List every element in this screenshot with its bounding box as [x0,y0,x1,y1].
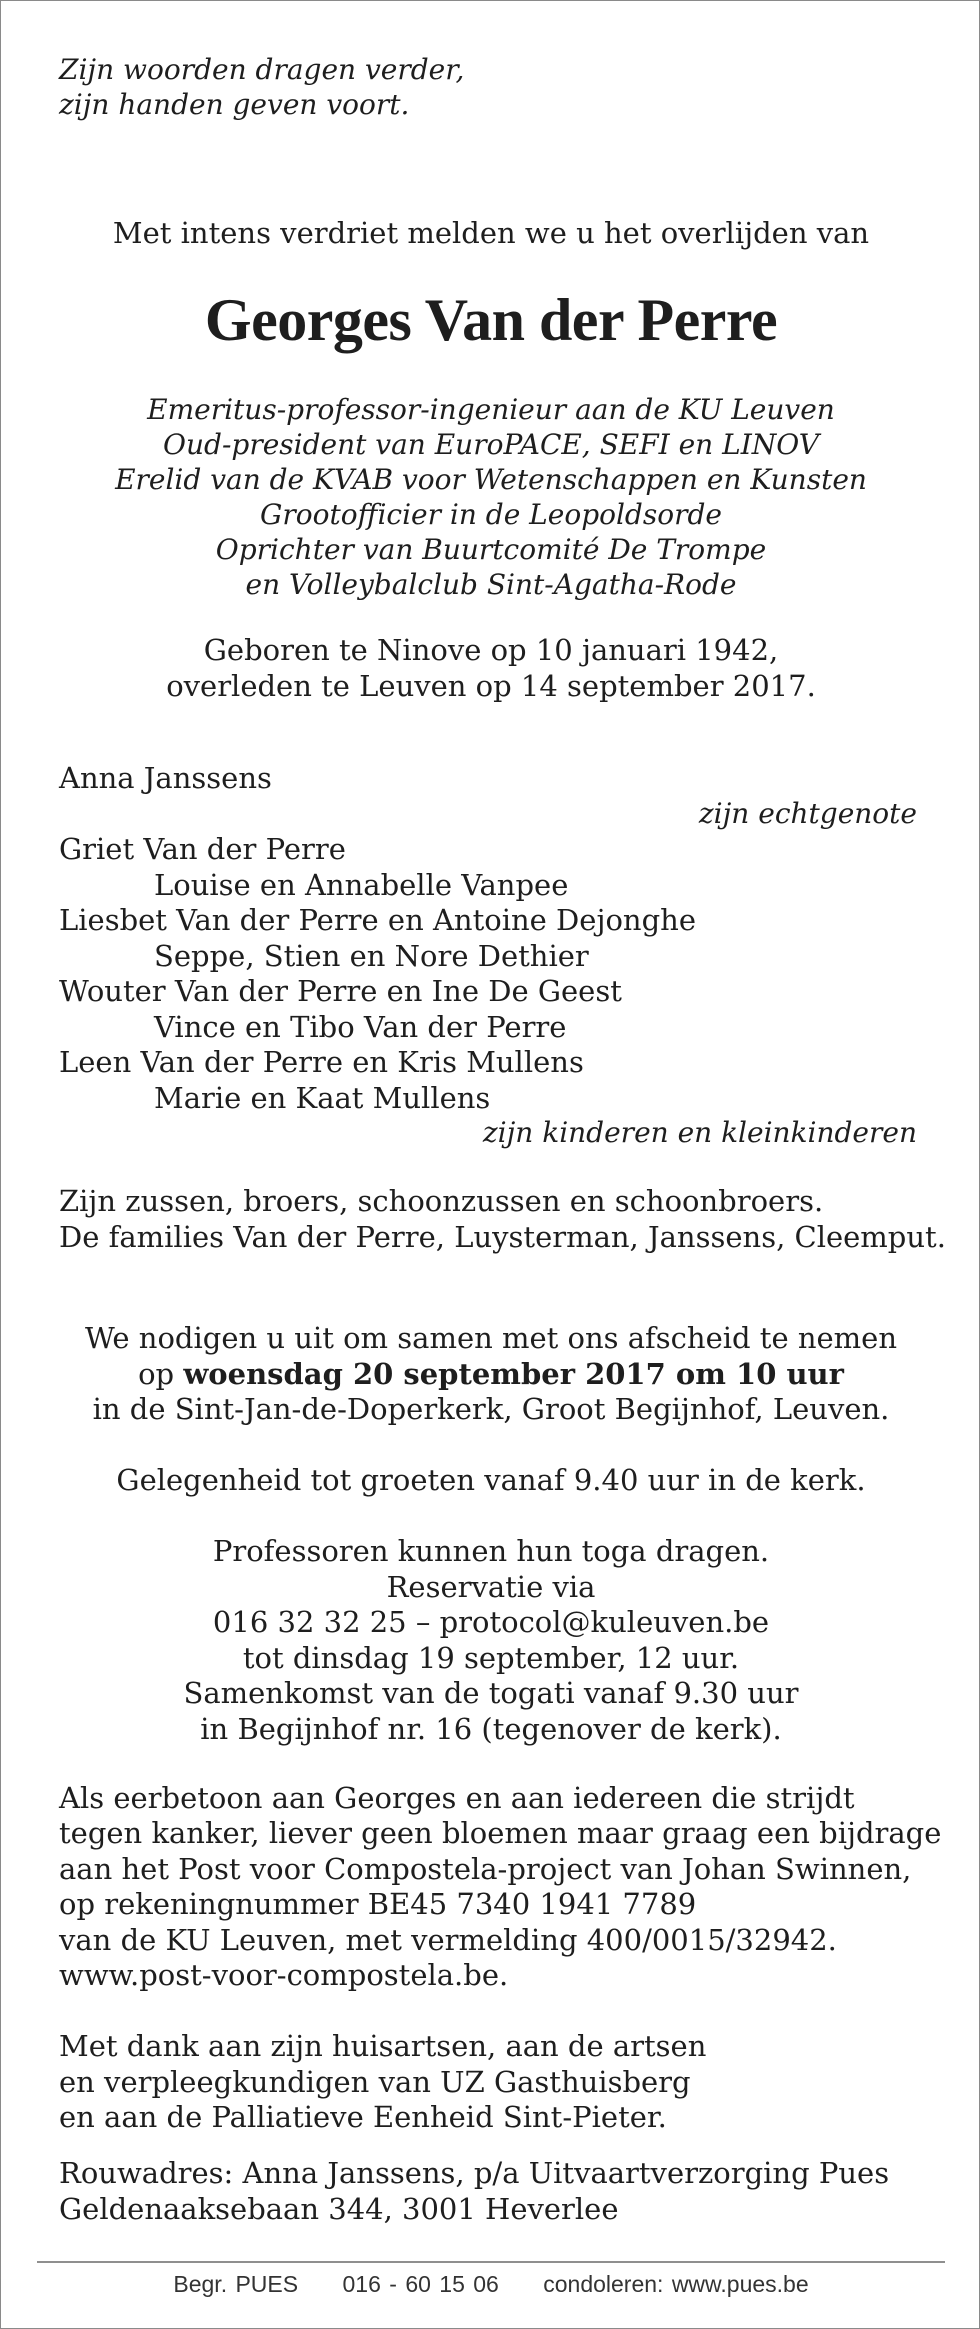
announcement: Met intens verdriet melden we u het overlijden van [112,216,870,250]
toga-line: Professoren kunnen hun toga dragen. [212,1534,770,1568]
title-line: Grootofficier in de Leopoldsorde [260,498,722,531]
thanks-line: Met dank aan zijn huisartsen, aan de artsen [59,2029,707,2063]
footer-undertaker: Begr. PUES [173,2271,299,2297]
footer-phone: 016 - 60 15 06 [342,2271,499,2297]
child-line: Leen Van der Perre en Kris Mullens [59,1045,584,1079]
siblings-line: Zijn zussen, broers, schoonzussen en schoonbroers. [59,1184,824,1218]
address-line: Rouwadres: Anna Janssens, p/a Uitvaartverzorging Pues [59,2156,890,2190]
footer [1,2271,980,2298]
title-line: en Volleybalclub Sint-Agatha-Rode [245,568,737,601]
greeting-line: Gelegenheid tot groeten vanaf 9.40 uur in de kerk. [116,1463,866,1497]
grandchildren-line: Marie en Kaat Mullens [154,1081,491,1115]
child-line: Griet Van der Perre [59,832,346,866]
footer-condolences: condoleren: www.pues.be [543,2271,809,2297]
child-line: Wouter Van der Perre en Ine De Geest [59,974,622,1008]
families-line: De families Van der Perre, Luysterman, Janssens, Cleemput. [59,1220,946,1254]
birth-line: Geboren te Ninove op 10 januari 1942, [203,633,779,667]
thanks-line: en verpleegkundigen van UZ Gasthuisberg [59,2065,691,2099]
ceremony-date-value: woensdag 20 september 2017 om 10 uur [183,1357,844,1391]
ceremony-date-prefix: op [138,1357,184,1391]
donation-line: tegen kanker, liever geen bloemen maar graag een bijdrage [59,1816,942,1850]
spouse-name: Anna Janssens [59,761,272,795]
children-label: zijn kinderen en kleinkinderen [482,1116,917,1149]
donation-line: op rekeningnummer BE45 7340 1941 7789 [59,1887,697,1921]
deceased-name: Georges Van der Perre [204,287,778,353]
donation-line: van de KU Leuven, met vermelding 400/0015/32942. [59,1923,837,1957]
toga-line: Samenkomst van de togati vanaf 9.30 uur [183,1676,799,1710]
death-line: overleden te Leuven op 14 september 2017. [166,669,816,703]
donation-line: Als eerbetoon aan Georges en aan iedereen die strijdt [59,1781,855,1815]
donation-line: aan het Post voor Compostela-project van Johan Swinnen, [59,1852,912,1886]
motto-line-1: Zijn woorden dragen verder, [59,53,465,86]
grandchildren-line: Vince en Tibo Van der Perre [154,1010,567,1044]
toga-line: tot dinsdag 19 september, 12 uur. [242,1641,740,1675]
title-line: Oprichter van Buurtcomité De Trompe [215,533,767,566]
grandchildren-line: Louise en Annabelle Vanpee [154,868,569,902]
title-line: Emeritus-professor-ingenieur aan de KU Leuven [147,393,835,426]
motto-line-2: zijn handen geven voort. [59,88,410,121]
address-line: Geldenaaksebaan 344, 3001 Heverlee [59,2192,619,2226]
ceremony-invite: We nodigen u uit om samen met ons afscheid te nemen [84,1321,898,1355]
ceremony-location: in de Sint-Jan-de-Doperkerk, Groot Begijnhof, Leuven. [92,1392,890,1426]
toga-line: Reservatie via [386,1570,596,1604]
title-line: Erelid van de KVAB voor Wetenschappen en Kunsten [115,463,867,496]
child-line: Liesbet Van der Perre en Antoine Dejonghe [59,903,696,937]
spouse-label: zijn echtgenote [698,797,917,830]
toga-line: in Begijnhof nr. 16 (tegenover de kerk). [200,1712,782,1746]
title-line: Oud-president van EuroPACE, SEFI en LINOV [163,428,819,461]
donation-url: www.post-voor-compostela.be. [59,1958,509,1992]
toga-line: 016 32 32 25 – protocol@kuleuven.be [212,1605,770,1639]
footer-divider [37,2261,945,2263]
thanks-line: en aan de Palliatieve Eenheid Sint-Pieter. [59,2100,667,2134]
grandchildren-line: Seppe, Stien en Nore Dethier [154,939,589,973]
ceremony-date [1,1357,980,1391]
